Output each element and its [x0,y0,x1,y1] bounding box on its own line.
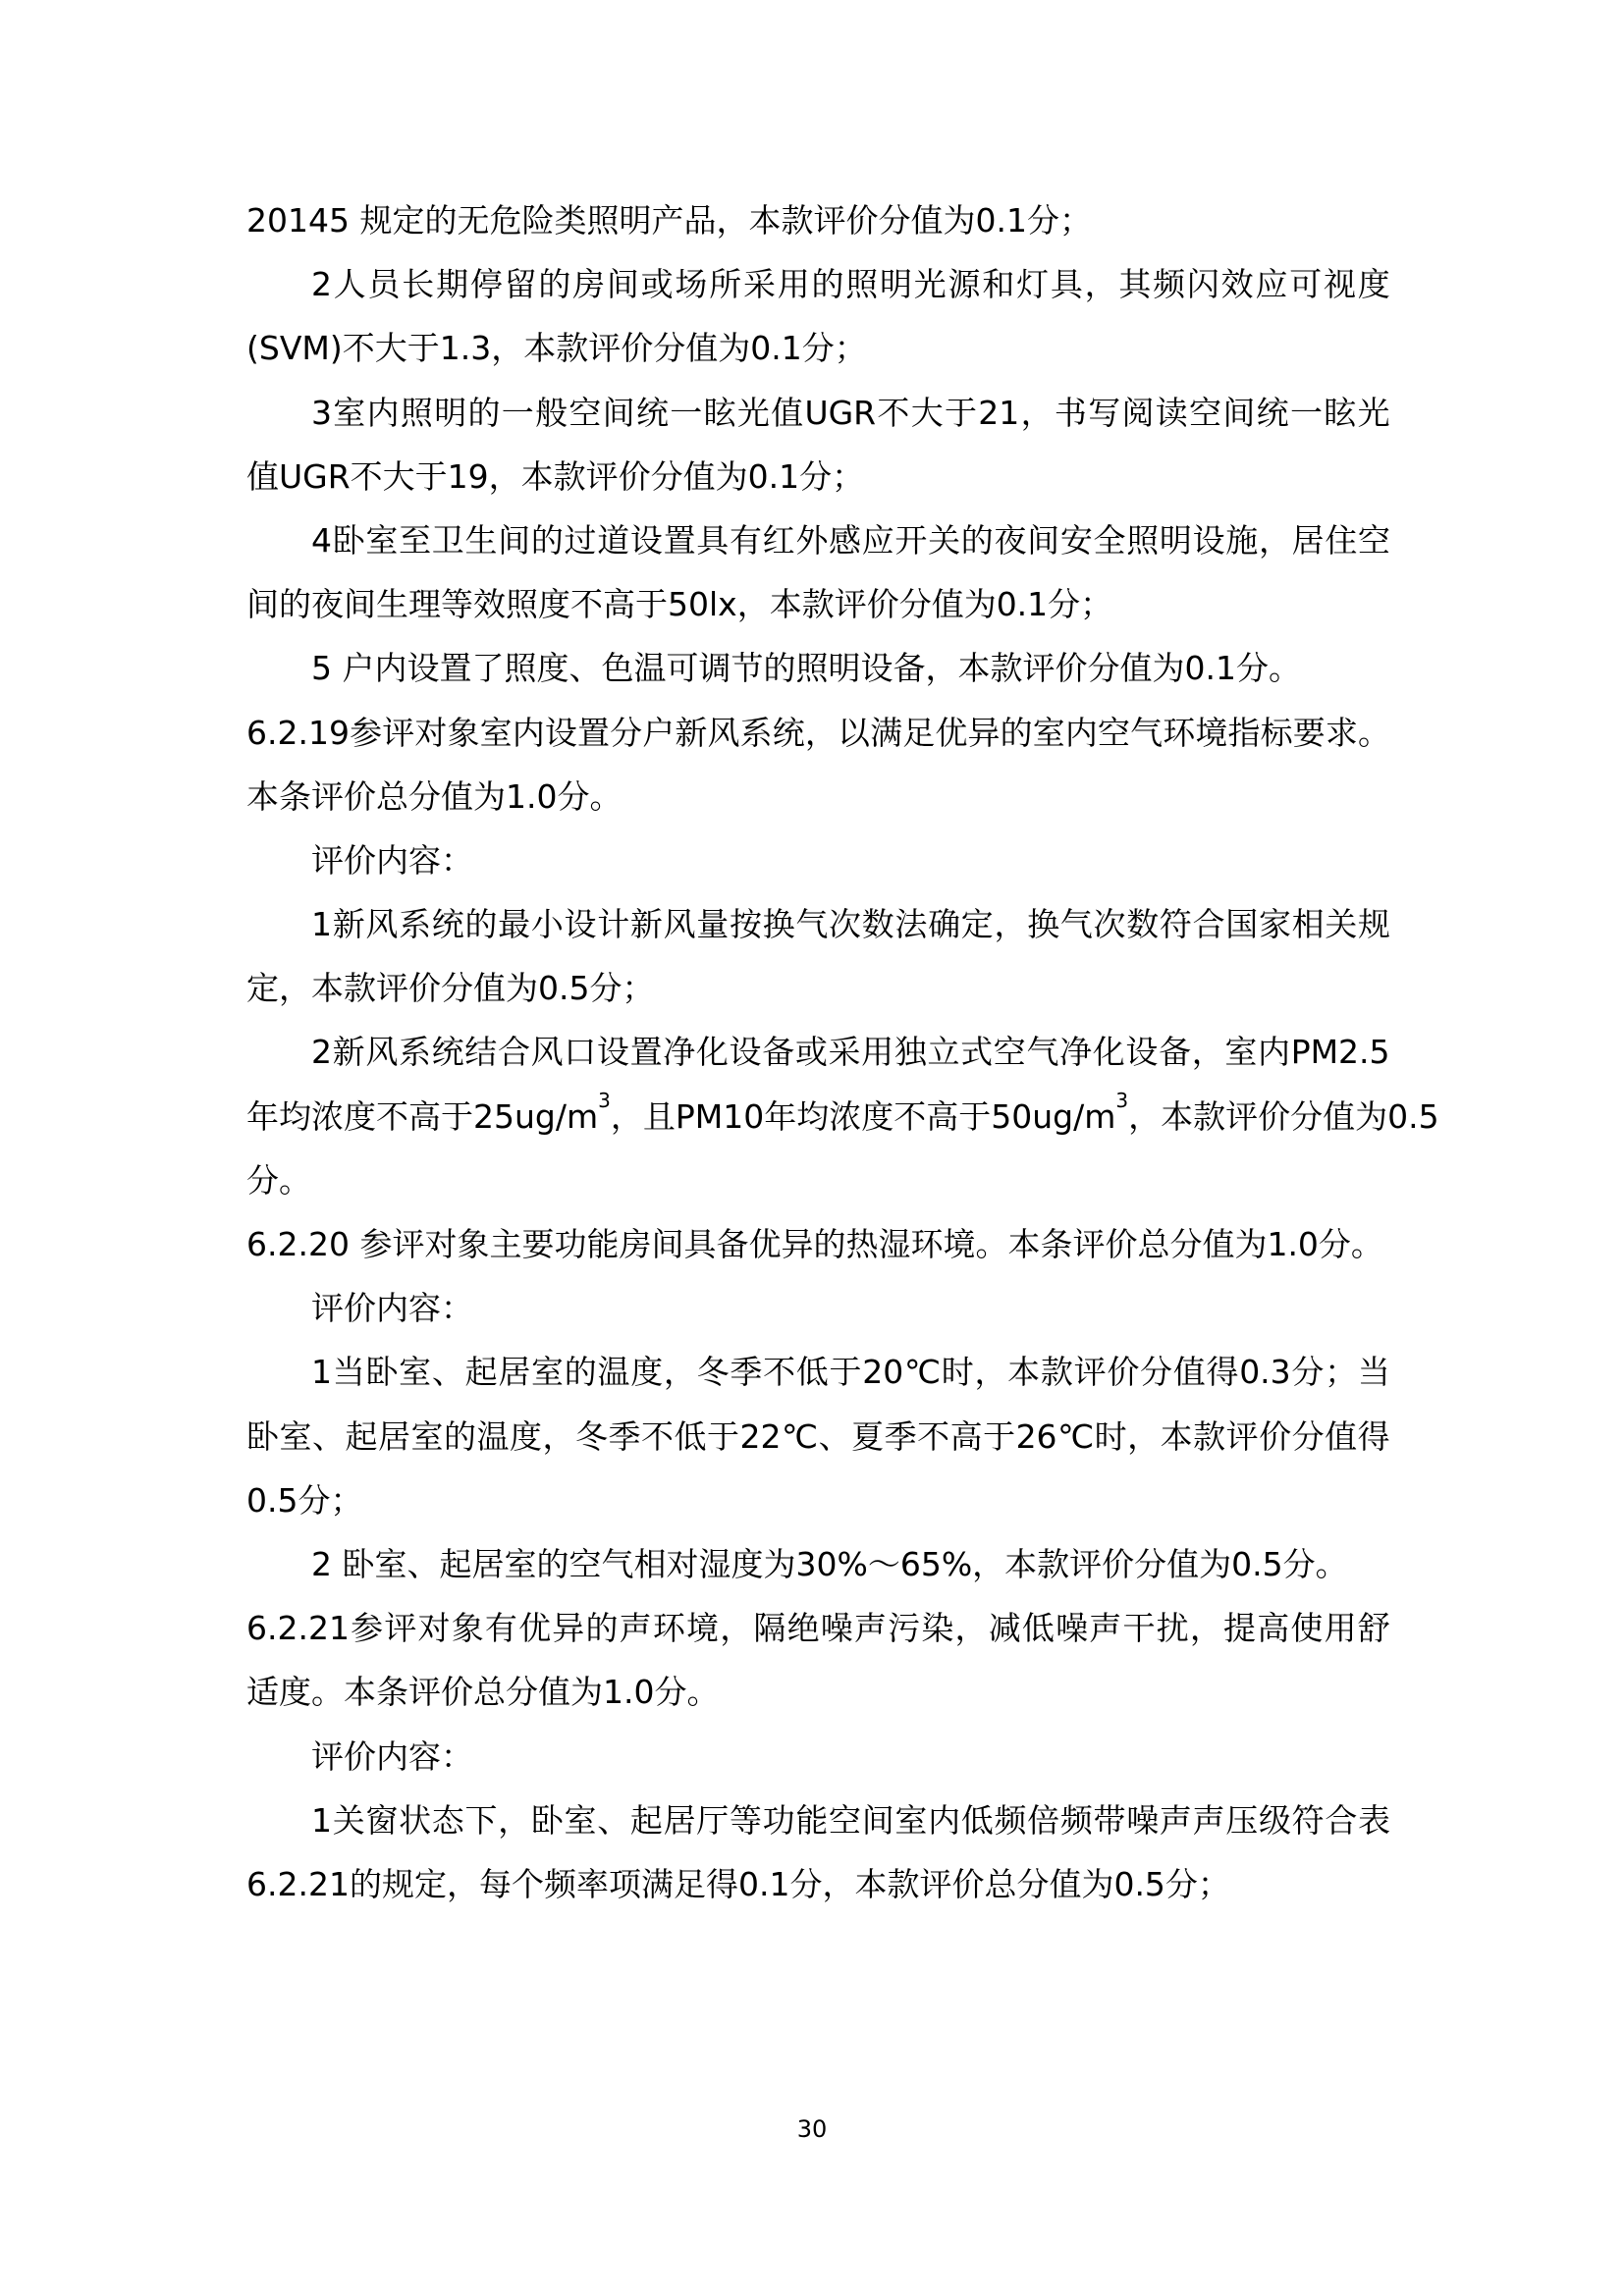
superscript: 3 [598,1088,611,1112]
text-segment: 年均浓度不高于25ug/m [246,1096,599,1136]
paragraph-line: 5 户内设置了照度、色温可调节的照明设备，本款评价分值为0.1分。 [311,649,1301,688]
clause-heading-6-2-21: 6.2.21 参 评 对 象 有 优 异 的 声 环 境 ， 隔 绝 噪 声 污 染 ， 减 低 噪 声 干 扰 ， 提 高 使 用 舒 [246,1609,1390,1648]
paragraph-line: 卧 室 、 起 居 室 的 温 度 ， 冬 季 不 低 于 22 ℃ 、 夏 季 不 高 于 26 ℃ 时 ， 本 款 评 价 分 值 得 [246,1416,1390,1456]
document-body [246,188,1439,1916]
paragraph-line-with-superscripts [246,1085,1439,1148]
paragraph-line: 值UGR不大于19，本款评价分值为0.1分； [246,456,865,496]
paragraph-line: 3 室 内 照 明 的 一 般 空 间 统 一 眩 光 值 UGR 不 大 于 21 ， 书 写 阅 读 空 间 统 一 眩 光 [311,393,1390,432]
paragraph-line: 4 卧 室 至 卫 生 间 的 过 道 设 置 具 有 红 外 感 应 开 关 的 夜 间 安 全 照 明 设 施 ， 居 住 空 [311,520,1390,560]
paragraph-line: 20145 规定的无危险类照明产品，本款评价分值为0.1分； [246,201,1092,240]
paragraph-line: 间的夜间生理等效照度不高于50lx，本款评价分值为0.1分； [246,585,1113,624]
paragraph-line: 2 卧室、起居室的空气相对湿度为30%～65%，本款评价分值为0.5分。 [311,1544,1348,1583]
evaluation-content-label: 评价内容： [311,840,473,880]
paragraph-line: 1 新 风 系 统 的 最 小 设 计 新 风 量 按 换 气 次 数 法 确 定 ， 换 气 次 数 符 合 国 家 相 关 规 [311,905,1390,944]
text-segment: ，本款评价分值为0.5 [1128,1096,1439,1136]
page-number: 30 [796,2115,828,2143]
evaluation-content-label: 评价内容： [311,1289,473,1328]
paragraph-line: 适度。本条评价总分值为1.0分。 [246,1673,720,1712]
superscript: 3 [1115,1088,1129,1112]
paragraph-line: (SVM)不大于1.3，本款评价分值为0.1分； [246,329,867,368]
paragraph-line: 定，本款评价分值为0.5分； [246,969,655,1008]
clause-heading-6-2-20: 6.2.20 参评对象主要功能房间具备优异的热湿环境。本条评价总分值为1.0分。 [246,1225,1383,1263]
clause-heading-6-2-19: 6.2.19 参 评 对 象 室 内 设 置 分 户 新 风 系 统 ， 以 满 足 优 异 的 室 内 空 气 环 境 指 标 要 求 。 [246,713,1390,752]
paragraph-line: 0.5分； [246,1480,363,1520]
paragraph-line: 本条评价总分值为1.0分。 [246,776,623,816]
evaluation-content-label: 评价内容： [311,1736,473,1776]
paragraph-line: 1 关 窗 状 态 下 ， 卧 室 、 起 居 厅 等 功 能 空 间 室 内 低 频 倍 频 带 噪 声 声 压 级 符 合 表 [311,1800,1390,1840]
paragraph-line: 2 新 风 系 统 结 合 风 口 设 置 净 化 设 备 或 采 用 独 立 式 空 气 净 化 设 备 ， 室 内 PM2.5 [311,1033,1390,1072]
paragraph-line: 1 当 卧 室 、 起 居 室 的 温 度 ， 冬 季 不 低 于 20 ℃ 时 ， 本 款 评 价 分 值 得 0.3 分 ； 当 [311,1353,1390,1392]
paragraph-line: 分。 [246,1160,311,1200]
text-segment: ，且PM10年均浓度不高于50ug/m [610,1096,1116,1136]
paragraph-line: 6.2.21的规定，每个频率项满足得0.1分，本款评价总分值为0.5分； [246,1864,1230,1903]
paragraph-line: 2 人 员 长 期 停 留 的 房 间 或 场 所 采 用 的 照 明 光 源 和 灯 具 ， 其 频 闪 效 应 可 视 度 [311,265,1390,304]
